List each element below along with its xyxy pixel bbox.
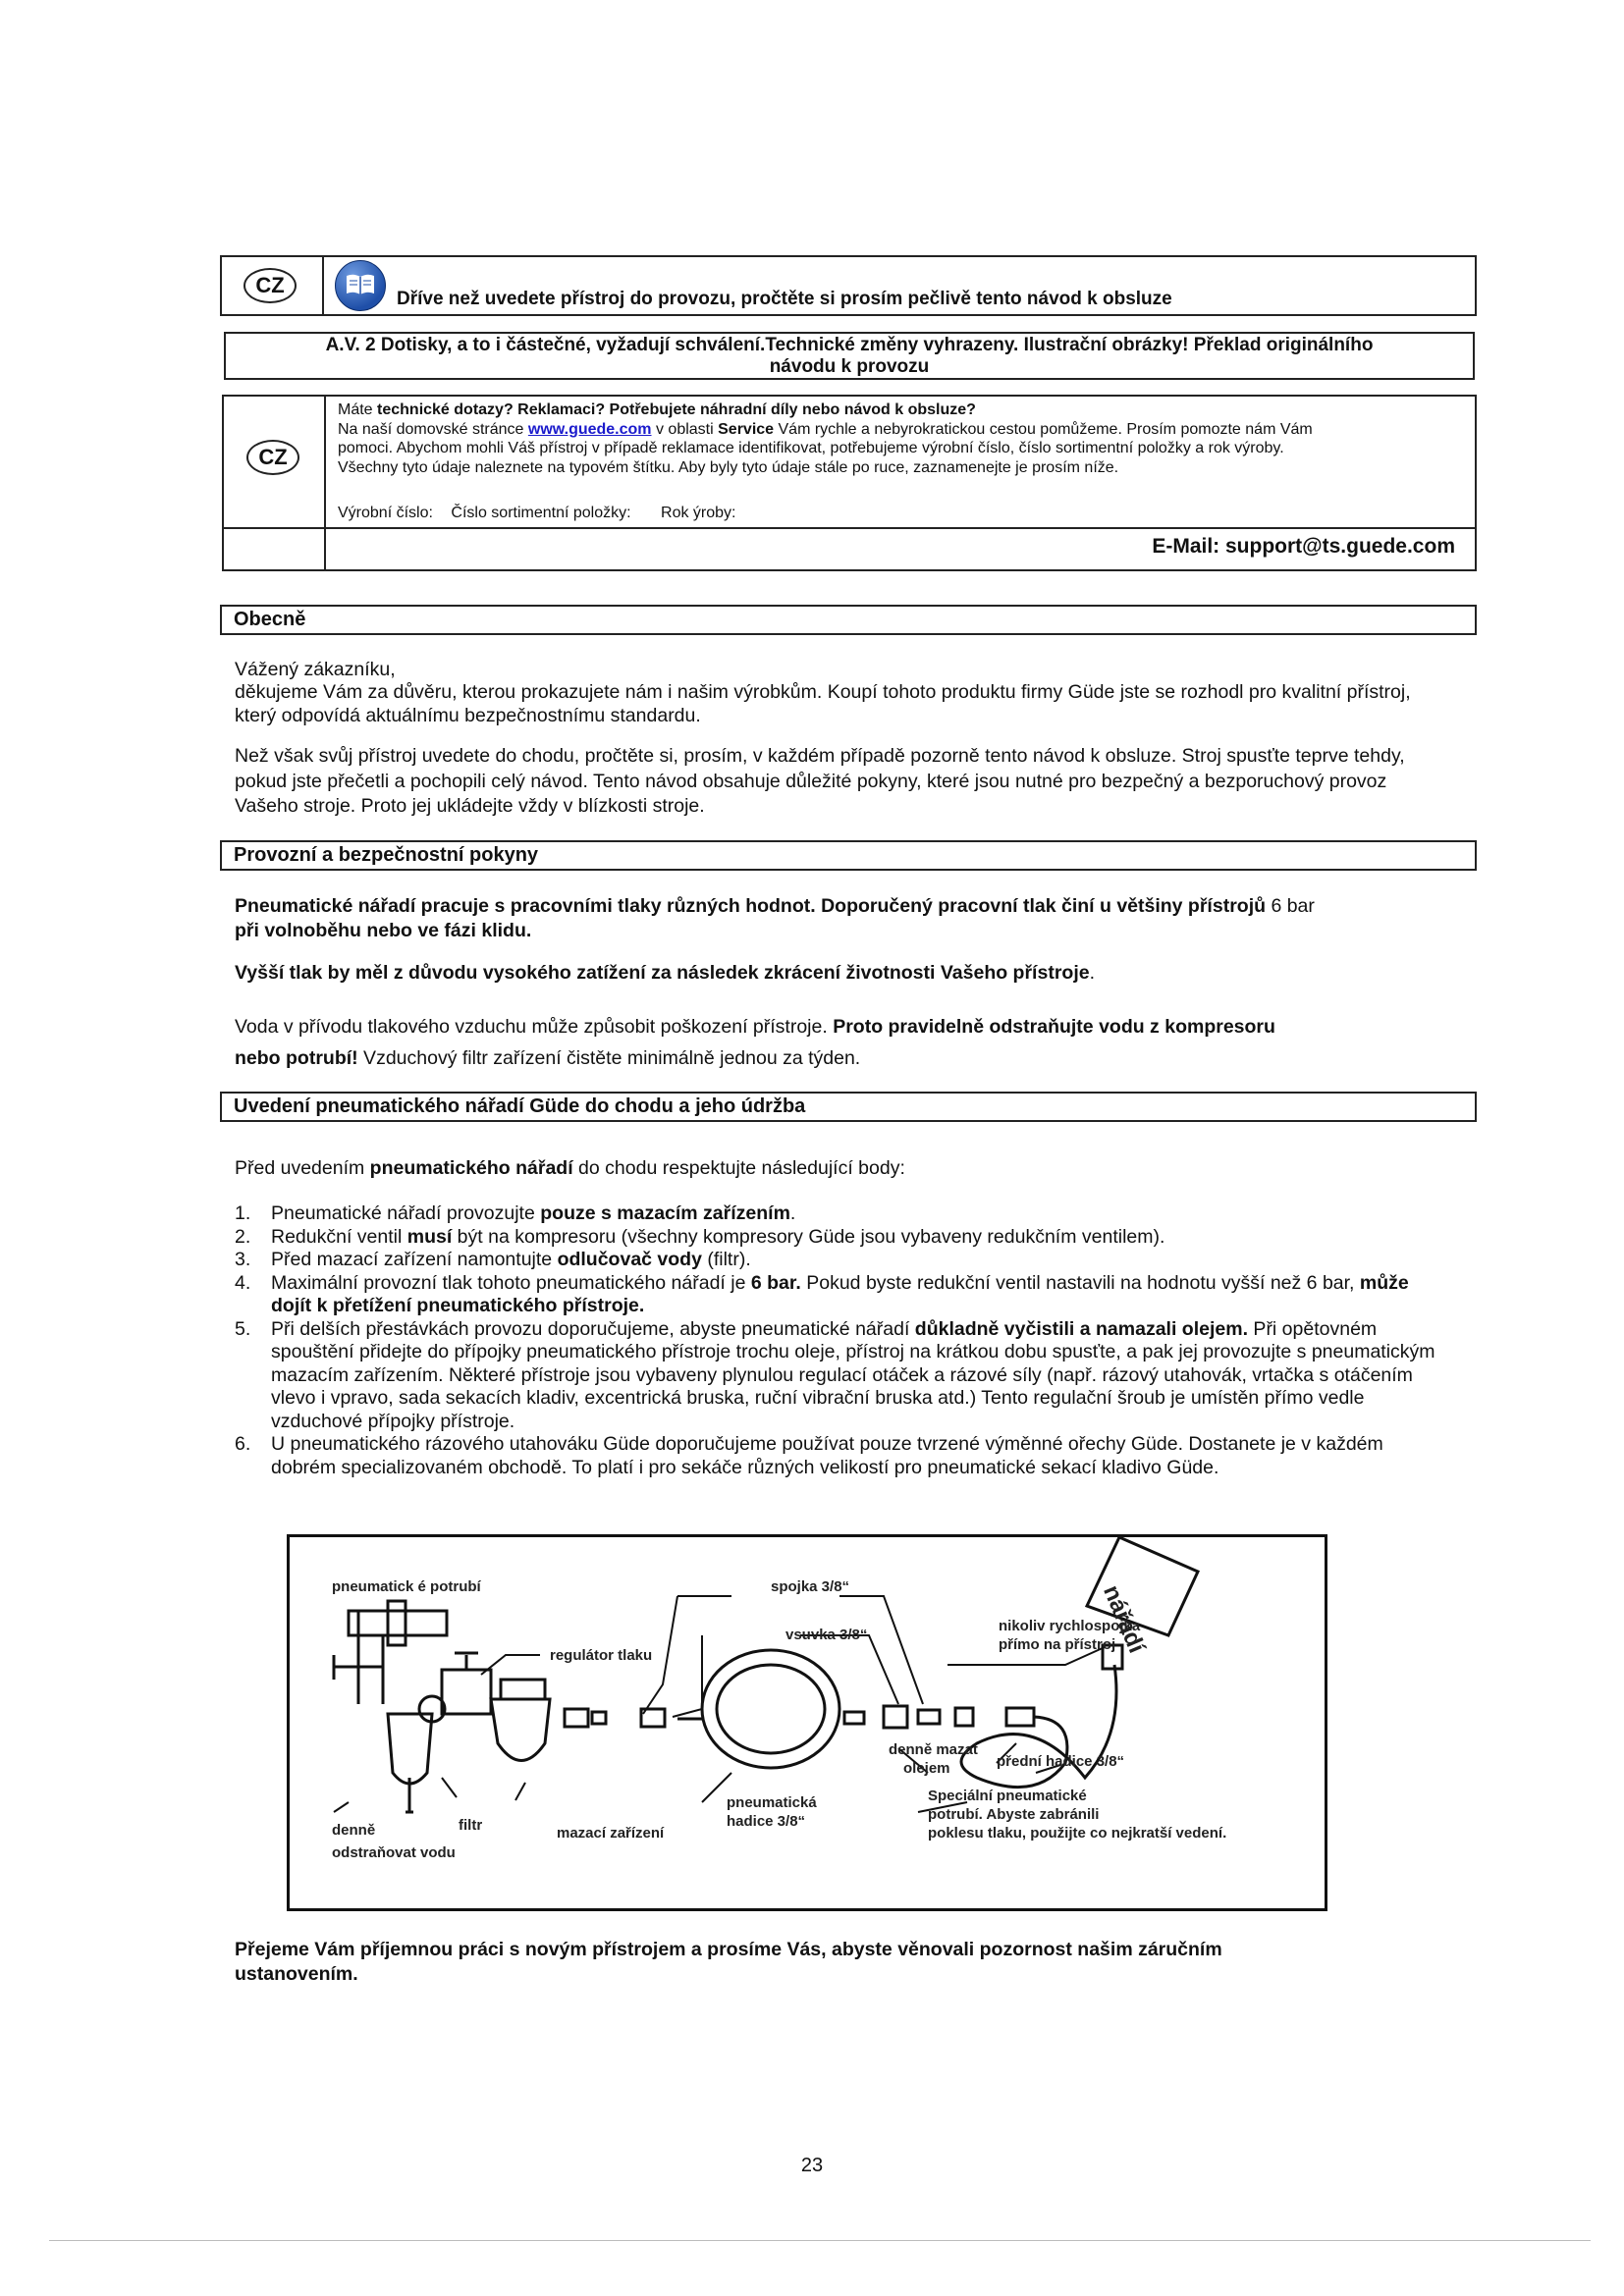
text: Přejeme Vám příjemnou práci s novým přístrojem a prosíme Vás, abyste věnovali pozornost našim záručním bbox=[235, 1939, 1222, 1960]
label-front-hose: přední hadice 3/8“ bbox=[997, 1753, 1125, 1770]
text: do chodu respektujte následující body: bbox=[572, 1157, 905, 1179]
text: Pokud byste redukční ventil nastavili na hodnotu vyšší než 6 bar, bbox=[800, 1271, 1360, 1294]
label-pneumatic-hose: pneumatická bbox=[727, 1794, 817, 1811]
text: Pneumatické nářadí pracuje s pracovními tlaky různých hodnot. Doporučený pracovní tlak činí u většiny přístrojů bbox=[235, 895, 1267, 917]
text: ustanovením. bbox=[235, 1963, 358, 1985]
lubricator-top bbox=[501, 1680, 545, 1699]
text: Máte bbox=[338, 401, 378, 418]
general-paragraph-1: děkujeme Vám za důvěru, kterou prokazujete nám i našim výrobkům. Koupí tohoto produktu firmy Güde jste se rozhodl pro kvalitní přístroj, který odpovídá aktuálnímu bezpečnostnímu standardu. bbox=[235, 681, 1411, 726]
label-lubricator: mazací zařízení bbox=[557, 1825, 665, 1842]
text: může dojít k přetížení pneumatického přístroje. bbox=[271, 1271, 1409, 1316]
safety-paragraph-2 bbox=[235, 961, 1442, 986]
text: při volnoběhu nebo ve fázi klidu. bbox=[235, 920, 532, 941]
read-manual-icon bbox=[335, 260, 386, 311]
footer-divider bbox=[49, 2240, 1591, 2241]
fitting bbox=[844, 1712, 864, 1724]
notice-line-2: návodu k provozu bbox=[769, 356, 930, 377]
page-number: 23 bbox=[800, 2155, 824, 2176]
text: nebo potrubí! bbox=[235, 1047, 358, 1069]
country-badge: CZ bbox=[244, 268, 297, 303]
text: v oblasti bbox=[651, 420, 719, 438]
text: (filtr). bbox=[701, 1249, 751, 1270]
text: Voda v přívodu tlakového vzduchu může způsobit poškození přístroje. bbox=[235, 1016, 834, 1038]
pipe-top bbox=[349, 1611, 447, 1635]
startup-steps bbox=[235, 1202, 1442, 1479]
general-greeting: Vážený zákazníku, bbox=[235, 659, 396, 680]
pressure-value: 6 bar bbox=[1266, 895, 1315, 917]
label-drain-water: odstraňovat vodu bbox=[332, 1844, 456, 1861]
startup-intro bbox=[235, 1156, 1442, 1181]
item-number: 1. bbox=[235, 1202, 251, 1224]
safety-paragraph-1 bbox=[235, 894, 1442, 943]
text: Pneumatické nářadí provozujte bbox=[271, 1202, 541, 1224]
text: být na kompresoru (všechny kompresory Güde jsou vybaveny redukčním ventilem). bbox=[452, 1225, 1165, 1248]
text: pomoci. Abychom mohli Váš přístroj v případě reklamace identifikovat, potřebujeme výrobní číslo, číslo sortimentní položky a rok výroby. bbox=[338, 440, 1284, 456]
text: Před mazací zařízení namontujte bbox=[271, 1249, 558, 1270]
text: Před uvedením bbox=[235, 1157, 370, 1179]
text: pouze s mazacím zařízením bbox=[540, 1202, 790, 1224]
list-item bbox=[235, 1226, 1442, 1250]
pipe-vertical bbox=[358, 1611, 383, 1704]
section-heading-safety: Provozní a bezpečnostní pokyny bbox=[220, 840, 1477, 871]
text: U pneumatického rázového utahováku Güde doporučujeme používat pouze tvrzené výměnné ořechy Güde. Dostanete je v každém dobrém specializovaném obchodě. To platí i pro sekáče různých velikostí pro pneumatické sekací kladivo Güde. bbox=[271, 1433, 1383, 1478]
general-paragraph-2: Než však svůj přístroj uvedete do chodu, pročtěte si, prosím, v každém případě pozorně tento návod k obsluze. Stroj spusťte teprve tehdy, pokud jste přečetli a pochopili celý návod. Tento návod obsahuje důležité pokyny, které jsou nutné pro bezpečný a bezporuchový provoz Vašeho stroje. Proto jej ukládejte vždy v blízkosti stroje. bbox=[235, 745, 1405, 817]
hose-coil-inner bbox=[717, 1665, 825, 1753]
label-special-1: Speciální pneumatické bbox=[928, 1788, 1087, 1804]
text: musí bbox=[406, 1225, 453, 1248]
item-number: 5. bbox=[235, 1317, 251, 1340]
label-tool: nářadí bbox=[1098, 1581, 1151, 1657]
text: Redukční ventil bbox=[271, 1225, 407, 1248]
label-nipple: vsuvka 3/8“ bbox=[785, 1627, 868, 1643]
list-item bbox=[235, 1318, 1442, 1434]
coupling bbox=[565, 1709, 588, 1727]
item-number-label: Číslo sortimentní položky: bbox=[451, 505, 631, 521]
section-heading-general: Obecně bbox=[220, 605, 1477, 635]
label-special-2: potrubí. Abyste zabránili bbox=[928, 1806, 1100, 1823]
regulator-knob bbox=[455, 1653, 478, 1670]
label-coupling: spojka 3/8“ bbox=[771, 1578, 850, 1595]
list-item bbox=[235, 1249, 1442, 1272]
support-box bbox=[222, 395, 1477, 571]
fitting bbox=[918, 1710, 940, 1724]
item-number: 6. bbox=[235, 1433, 251, 1455]
text: . bbox=[1089, 962, 1095, 984]
text: důkladně vyčistili a namazali olejem. bbox=[914, 1317, 1249, 1340]
text: odlučovač vody bbox=[557, 1249, 702, 1270]
item-number: 4. bbox=[235, 1271, 251, 1294]
item-number: 2. bbox=[235, 1225, 251, 1248]
service-label: Service bbox=[718, 420, 775, 438]
list-item bbox=[235, 1202, 1442, 1226]
fitting bbox=[955, 1708, 973, 1726]
text: 6 bar. bbox=[750, 1271, 801, 1294]
coupling bbox=[592, 1712, 606, 1724]
lubricator-bowl bbox=[491, 1699, 550, 1761]
serial-number-label: Výrobní číslo: bbox=[338, 505, 433, 521]
list-item bbox=[235, 1272, 1442, 1318]
closing-text bbox=[235, 1938, 1442, 1987]
hose-coil bbox=[702, 1650, 839, 1768]
notice-line-1: A.V. 2 Dotisky, a to i částečné, vyžadují schválení.Technické změny vyhrazeny. Ilustrační obrázky! Překlad originálního bbox=[325, 335, 1374, 355]
support-question: technické dotazy? Reklamaci? Potřebujete náhradní díly nebo návod k obsluze? bbox=[377, 401, 976, 418]
country-cell bbox=[224, 397, 326, 569]
text: pneumatického nářadí bbox=[369, 1157, 573, 1179]
copyright-notice bbox=[224, 332, 1475, 380]
label-special-3: poklesu tlaku, použijte co nejkratší vedení. bbox=[928, 1825, 1227, 1842]
country-badge: CZ bbox=[246, 440, 299, 475]
identification-fields bbox=[338, 505, 750, 522]
label-pipe: pneumatick é potrubí bbox=[332, 1578, 481, 1595]
text: Všechny tyto údaje naleznete na typovém štítku. Aby byly tyto údaje stále po ruce, zaznamenejte je prosím níže. bbox=[338, 458, 1119, 476]
text: Vám rychle a nebyrokratickou cestou pomůžeme. Prosím pomozte nám Vám bbox=[774, 420, 1313, 438]
text: Při opětovném spouštění přidejte do přípojky pneumatického přístroje trochu oleje, přístroj na krátkou dobu spusťte, a pak jej provozujte s pneumatickým mazacím zařízením. Některé přístroje jsou vybaveny plynulou regulací otáček a rázové síly (např. rázový utahovák, vrtačka s otáčením vlevo i vpravo, sada sekacích kladiv, excentrická bruska, ruční vibrační bruska atd.) Tento regulační šroub je umístěn přímo vedle vzduchové přípojky přístroje. bbox=[271, 1317, 1435, 1432]
fitting bbox=[1006, 1708, 1034, 1726]
support-text bbox=[338, 400, 1467, 477]
label-direct: přímo na přístroj bbox=[999, 1636, 1116, 1653]
text: Vzduchový filtr zařízení čistěte minimálně jednou za týden. bbox=[357, 1047, 861, 1069]
label-no-quick-coupler: nikoliv rychlospojka bbox=[999, 1618, 1141, 1634]
air-supply-diagram bbox=[287, 1534, 1327, 1911]
support-email[interactable]: E-Mail: support@ts.guede.com bbox=[1152, 535, 1455, 558]
fitting bbox=[884, 1706, 907, 1728]
section-heading-startup: Uvedení pneumatického nářadí Güde do chodu a jeho údržba bbox=[220, 1092, 1477, 1122]
safety-paragraph-3 bbox=[235, 1011, 1442, 1074]
text: Proto pravidelně odstraňujte vodu z kompresoru bbox=[833, 1016, 1275, 1038]
text: Maximální provozní tlak tohoto pneumatického nářadí je bbox=[271, 1271, 751, 1294]
filter-bowl bbox=[388, 1714, 432, 1784]
label-filter: filtr bbox=[459, 1817, 483, 1834]
regulator-body bbox=[442, 1670, 491, 1714]
label-daily-oil-2: olejem bbox=[903, 1760, 950, 1777]
header-title: Dříve než uvedete přístroj do provozu, pročtěte si prosím pečlivě tento návod k obsluze bbox=[397, 289, 1172, 309]
label-pneumatic-hose-2: hadice 3/8“ bbox=[727, 1813, 806, 1830]
country-cell bbox=[222, 257, 324, 314]
pipe-fitting bbox=[388, 1601, 406, 1645]
year-label: Rok ýroby: bbox=[661, 505, 736, 521]
text: Na naší domovské stránce bbox=[338, 420, 528, 438]
label-daily: denně bbox=[332, 1822, 376, 1839]
website-link[interactable]: www.guede.com bbox=[527, 420, 652, 438]
label-daily-oil: denně mazat bbox=[889, 1741, 978, 1758]
text: . bbox=[789, 1202, 796, 1224]
list-item bbox=[235, 1433, 1442, 1479]
manual-header bbox=[220, 255, 1477, 316]
text: Při delších přestávkách provozu doporučujeme, abyste pneumatické nářadí bbox=[271, 1317, 915, 1340]
item-number: 3. bbox=[235, 1249, 251, 1270]
divider bbox=[224, 527, 1475, 529]
text: Vyšší tlak by měl z důvodu vysokého zatížení za následek zkrácení životnosti Vašeho přístroje bbox=[235, 962, 1090, 984]
label-regulator: regulátor tlaku bbox=[550, 1647, 653, 1664]
